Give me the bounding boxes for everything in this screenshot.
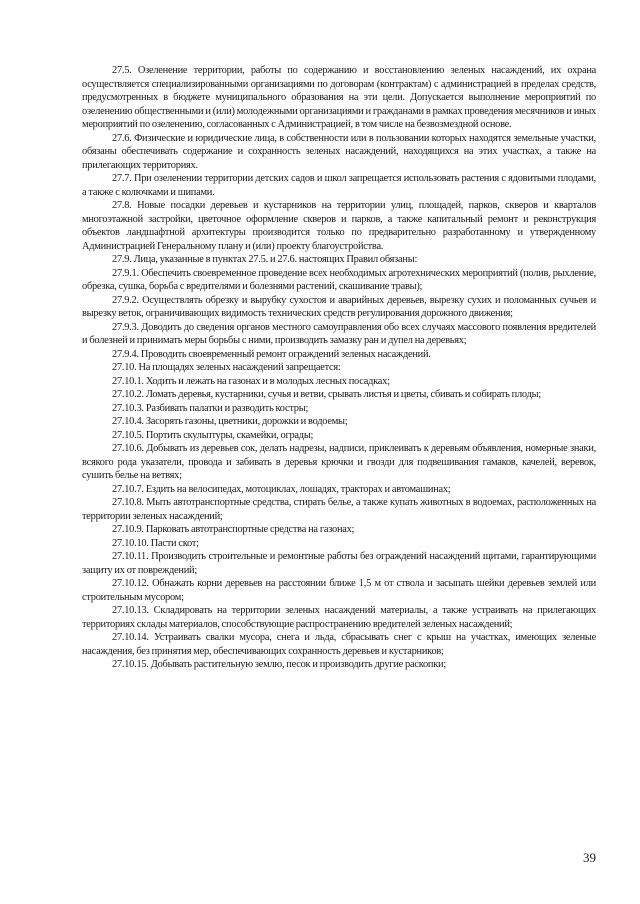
paragraph: 27.9.3. Доводить до сведения органов местного самоуправления обо всех случаях массового появления вредителей и болезней и принимать меры борьбы с ними, производить замазку ран и дупел на деревьях; bbox=[82, 321, 596, 346]
paragraph: 27.10.15. Добывать растительную землю, песок и производить другие раскопки; bbox=[112, 659, 446, 670]
document-body bbox=[82, 64, 596, 672]
paragraph: 27.10.7. Ездить на велосипедах, мотоциклах, лошадях, тракторах и автомашинах; bbox=[112, 483, 451, 495]
paragraph: 27.10.1. Ходить и лежать на газонах и в молодых лесных посадках; bbox=[112, 375, 390, 387]
paragraph: 27.10.4. Засорять газоны, цветники, дорожки и водоемы; bbox=[112, 416, 348, 427]
paragraph: 27.9.1. Обеспечить своевременное проведение всех необходимых агротехнических мероприятий (полив, рыхление, обрезка, сушка, борьба с вредителями и болезнями растений, скашивание травы); bbox=[82, 267, 596, 292]
paragraph: 27.5. Озеленение территории, работы по содержанию и восстановлению зеленых насаждений, их охрана осуществляется специализированными организациями по договорам (контрактам) с администрацией в пределах средств, предусмотренных в бюджете муниципального образования на эти цели. Допускается выполнение мероприятий по озеленению общественными и (или) молодежными организациями и гражданами в рамках проведения месячников и иных мероприятий по озеленению, согласованных с Администрацией, в том числе на безвозмездной основе. bbox=[82, 65, 596, 130]
paragraph: 27.10.6. Добывать из деревьев сок, делать надрезы, надписи, приклеивать к деревьям объявления, номерные знаки, всякого рода указатели, провода и забивать в деревья крючки и гвозди для подвешивания гамаков, качелей, веревок, сушить белье на ветвях; bbox=[82, 443, 596, 481]
paragraph: 27.10.10. Пасти скот; bbox=[112, 537, 199, 549]
paragraph: 27.7. При озеленении территории детских садов и школ запрещается использовать растения с ядовитыми плодами, а также с колючками и шипами. bbox=[82, 173, 596, 198]
paragraph: 27.10.13. Складировать на территории зеленых насаждений материалы, а также устраивать на прилегающих территориях склады материалов, способствующие распространению вредителей зеленых насаждений; bbox=[82, 605, 596, 630]
paragraph: 27.10.5. Портить скульптуры, скамейки, ограды; bbox=[112, 429, 314, 441]
paragraph: 27.10.9. Парковать автотранспортные средства на газонах; bbox=[112, 524, 355, 535]
paragraph: 27.10. На площадях зеленых насаждений запрещается: bbox=[112, 362, 341, 373]
paragraph: 27.8. Новые посадки деревьев и кустарников на территории улиц, площадей, парков, скверов и кварталов многоэтажной застройки, цветочное оформление скверов и парков, а также капитальный ремонт и реконструкция объектов ландшафтной архитектуры производится только по предварительно разработанному и утвержденному Администрацией Генеральному плану и (или) проекту благоустройства. bbox=[82, 200, 596, 252]
paragraph: 27.10.2. Ломать деревья, кустарники, сучья и ветви, срывать листья и цветы, сбивать и собирать плоды; bbox=[112, 389, 541, 400]
paragraph: 27.10.14. Устраивать свалки мусора, снега и льда, сбрасывать снег с крыш на участках, имеющих зеленые насаждения, без принятия мер, обеспечивающих сохранность деревьев и кустарников; bbox=[82, 632, 596, 657]
paragraph: 27.10.11. Производить строительные и ремонтные работы без ограждений насаждений щитами, гарантирующими защиту их от повреждений; bbox=[82, 551, 596, 576]
page-number: 39 bbox=[583, 850, 596, 865]
paragraph: 27.9.4. Проводить своевременный ремонт ограждений зеленых насаждений. bbox=[112, 348, 431, 360]
paragraph: 27.10.12. Обнажать корни деревьев на расстоянии ближе 1,5 м от ствола и засыпать шейки деревьев землей или строительным мусором; bbox=[82, 578, 596, 603]
paragraph: 27.9. Лица, указанные в пунктах 27.5. и 27.6. настоящих Правил обязаны: bbox=[112, 254, 418, 265]
paragraph: 27.6. Физические и юридические лица, в собственности или в пользовании которых находятся земельные участки, обязаны обеспечивать содержание и сохранность зеленых насаждений, находящихся на этих участках, а также на прилегающих территориях. bbox=[82, 132, 596, 171]
paragraph: 27.10.8. Мыть автотранспортные средства, стирать белье, а также купать животных в водоемах, расположенных на территории зеленых насаждений; bbox=[82, 497, 596, 522]
paragraph: 27.10.3. Разбивать палатки и разводить костры; bbox=[112, 402, 309, 414]
paragraph: 27.9.2. Осуществлять обрезку и вырубку сухостоя и аварийных деревьев, вырезку сухих и поломанных сучьев и вырезку веток, ограничивающих видимость технических средств регулирования дорожного движения; bbox=[82, 294, 596, 319]
